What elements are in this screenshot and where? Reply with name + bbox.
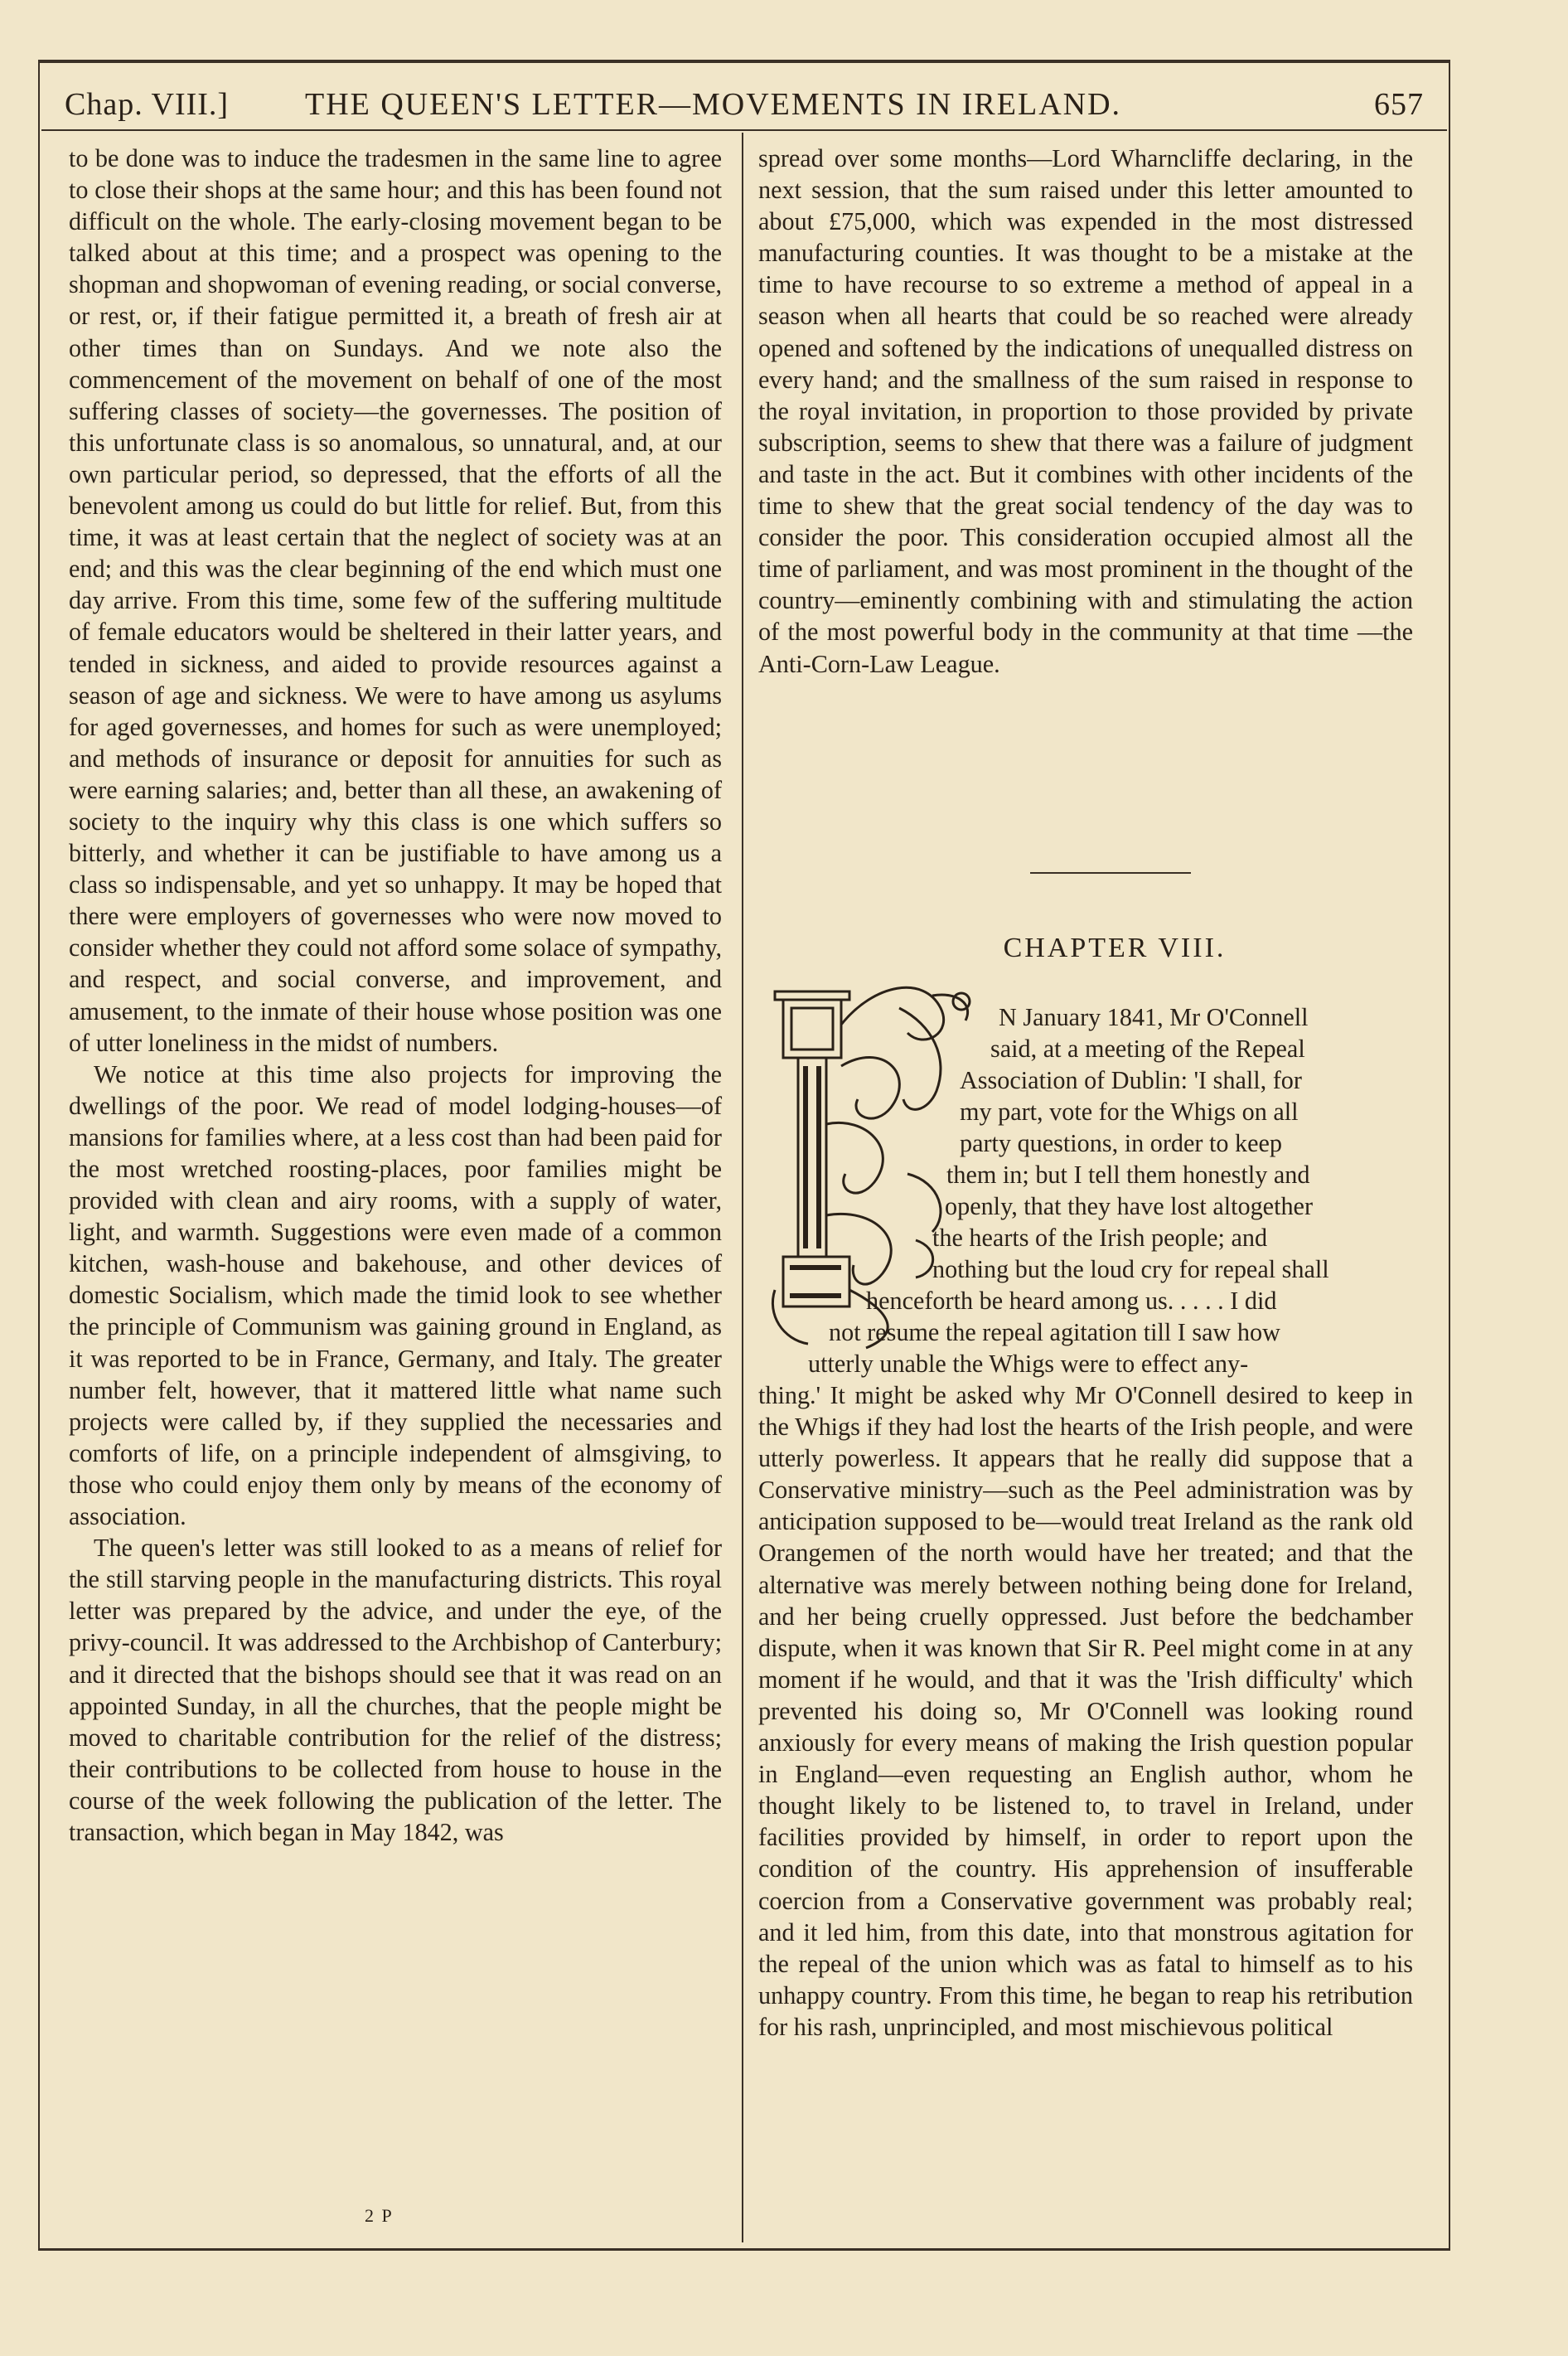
paragraph: The queen's letter was still looked to as a means of relief for the still starving people in the manufacturing districts. This royal letter was prepared by the advice, and under the eye, of the privy-council. It was addressed to the Archbishop of Canterbury; and it directed that the bishops should see that it was read on an appointed Sunday, in all the churches, that the people might be moved to charitable contribution for the relief of the distress; their contributions to be collected from house to house in the course of the week following the publication of the letter. The transaction, which began in May 1842, was xyxy=(69,1534,722,1846)
running-title: THE QUEEN'S LETTER—MOVEMENTS IN IRELAND. xyxy=(305,87,1122,122)
paragraph: thing.' It might be asked why Mr O'Connell desired to keep in the Whigs if they had lost the hearts of the Irish people, and were utterly powerless. It appears that he really did suppose that a Conservative ministry—such as the Peel administration was by anticipation supposed to be—would treat Ireland as the rank old Orangemen of the north would have her treated; and that the alternative was merely between nothing being done for Ireland, and her being cruelly oppressed. Just before the bedchamber dispute, when it was known that Sir R. Peel might come in at any moment if he would, and that it was the 'Irish difficulty' which prevented his doing so, Mr O'Connell was looking round anxiously for every means of making the Irish question popular in England—even requesting an English author, whom he thought likely to be listened to, to travel in Ireland, under facilities provided by himself, in order to report upon the condition of the country. His apprehension of insufferable coercion from a Conservative government was probably real; and it led him, from this date, into that monstrous agitation for the repeal of the union which was as fatal to himself as to his unhappy country. From this time, he began to reap his retribution for his rash, unprincipled, and most mischievous political xyxy=(758,1381,1413,2041)
paragraph: to be done was to induce the tradesmen in the same line to agree to close their shops at the same hour; and this has been found not difficult on the whole. The early-closing movement began to be talked about at this time; and a prospect was opening to the shopman and shopwoman of evening reading, or social converse, or rest, or, if their fatigue permitted it, a breath of fresh air at other times than on Sundays. And we note also the commencement of the movement on behalf of one of the most suffering classes of society—the governesses. The position of this unfortunate class is so anomalous, so unnatural, and, at our own particular period, so depressed, that the efforts of all the benevolent among us could do but little for relief. But, from this time, it was at least certain that the neglect of society was at an end; and this was the clear beginning of the end which must one day arrive. From this time, some few of the suffering multitude of female educators would be sheltered in their latter years, and tended in sickness, and aided to provide resources against a season of age and sickness. We were to have among us asylums for aged governesses, and homes for such as were unemployed; and methods of insurance or deposit for annuities for such as were earning salaries; and, better than all these, an awakening of society to the inquiry why this class is one which suffers so bitterly, and whether it can be justifiable to have among us a class so indispensable, and yet so unhappy. It may be hoped that there were employers of governesses who were now moved to consider whether they could not afford some solace of sympathy, and respect, and social converse, and improvement, and amusement, to the inmate of their house whose position was one of utter loneliness in the midst of numbers. xyxy=(69,144,723,1057)
chapter-line: N January 1841, Mr O'Connell xyxy=(999,1003,1309,1031)
section-rule xyxy=(1030,872,1191,874)
paragraph: We notice at this time also projects for improving the dwellings of the poor. We read of model lodging-houses—of mansions for families where, at a less cost than had been paid for the most wretched roosting-places, poor families might be provided with clean and airy rooms, with a supply of water, light, and warmth. Suggestions were even made of a common kitchen, wash-house and bakehouse, and other devices of domestic Socialism, which made the timid look to see whether the principle of Communism was gaining ground in England, as it was reported to be in France, Germany, and Italy. The greater number felt, however, that it mattered little what name such projects were called by, if they supplied the necessaries and comforts of life, on a principle independent of almsgiving, to those who could enjoy them only by means of the economy of association. xyxy=(69,1059,722,1531)
chapter-line: my part, vote for the Whigs on all xyxy=(960,1098,1299,1126)
left-column xyxy=(69,143,722,1848)
page-number: 657 xyxy=(1374,87,1424,122)
chapter-line: openly, that they have lost altogether xyxy=(945,1192,1314,1220)
right-column-top xyxy=(758,143,1413,680)
chapter-line: said, at a meeting of the Repeal xyxy=(990,1035,1305,1063)
header-rule xyxy=(41,129,1447,131)
column-divider xyxy=(742,133,743,2242)
running-header xyxy=(65,76,1424,136)
chapter-reference: Chap. VIII.] xyxy=(65,87,230,122)
chapter-line: utterly unable the Whigs were to effect any- xyxy=(808,1350,1249,1378)
paragraph: spread over some months—Lord Wharncliffe declaring, in the next session, that the sum raised under this letter amounted to about £75,000, which was expended in the most distressed manufacturing counties. It was thought to be a mistake at the time to have recourse to so extreme a method of appeal in a season when all hearts that could be so reached were already opened and softened by the indications of unequalled distress on every hand; and the smallness of the sum raised in response to the royal invitation, in proportion to those provided by private subscription, seems to shew that there was a failure of judgment and taste in the act. But it combines with other incidents of the time to shew that the great social tendency of the day was to consider the poor. This consideration occupied almost all the time of parliament, and was most prominent in the thought of the country—eminently combining with and stimulating the action of the most powerful body in the community at that time —the Anti-Corn-Law League. xyxy=(758,144,1413,678)
chapter-heading: CHAPTER VIII. xyxy=(1003,933,1227,963)
signature-mark: 2 P xyxy=(365,2205,394,2226)
chapter-line: henceforth be heard among us. . . . . I did xyxy=(866,1287,1277,1315)
chapter-body xyxy=(758,1379,1413,2043)
chapter-line: them in; but I tell them honestly and xyxy=(946,1161,1310,1189)
chapter-line: Association of Dublin: 'I shall, for xyxy=(960,1066,1302,1094)
chapter-line: not resume the repeal agitation till I saw how xyxy=(829,1318,1280,1346)
chapter-line: the hearts of the Irish people; and xyxy=(932,1224,1268,1252)
chapter-line: party questions, in order to keep xyxy=(960,1129,1282,1157)
chapter-line: nothing but the loud cry for repeal shall xyxy=(932,1255,1329,1283)
